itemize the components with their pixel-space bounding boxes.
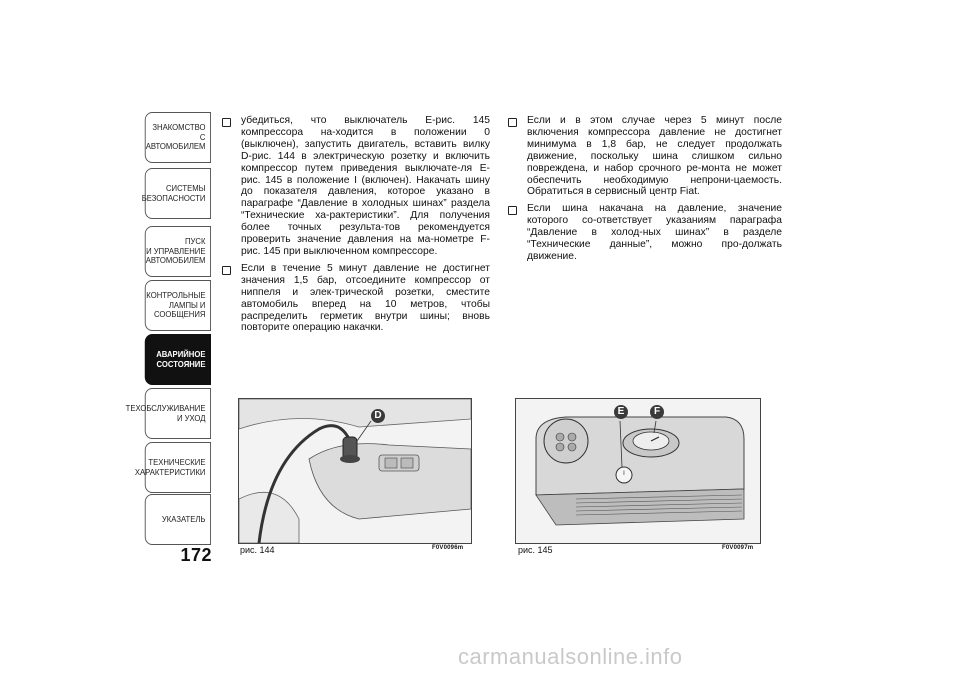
figure-145-code: F0V0097m [722, 545, 754, 551]
watermark: carmanualsonline.info [458, 644, 683, 669]
page-number: 172 [180, 545, 212, 565]
callout-f: F [650, 405, 664, 419]
checkbox-bullet-icon [508, 206, 517, 215]
figure-144-socket-illustration [238, 398, 472, 544]
list-item: убедиться, что выключатель E-рис. 145 компрессора на-ходится в положении 0 (выключен), запустить двигатель, вставить вилку D-рис. 144 в электрическую розетку и включить компрессор путем приведения выключате-ля E-рис. 145 в положение I (включен). Накачать шину до показателя давления, которое указано в параграфе “Давление в холодных шинах” раздела “Технические ха-рактеристики”. Для получения более точных результа-тов рекомендуется проверить значение давления на ма-нометре F-рис. 145 при выключенном компрессоре. [222, 115, 490, 258]
checkbox-bullet-icon [222, 266, 231, 275]
list-item: Если и в этом случае через 5 минут после включения компрессора давление не достигнет минимума в 1,8 бар, не следует продолжать движение, поскольку шина слишком сильно повреждена, и набор срочного ре-монта не может обеспечить необходимую непрони-цаемость. Обратиться в сервисный центр Fiat. [508, 115, 782, 198]
checkbox-bullet-icon [508, 118, 517, 127]
callout-e: E [614, 405, 628, 419]
figure-145-caption: рис. 145 [518, 545, 553, 555]
tab-vehicle-intro[interactable]: ЗНАКОМСТВО С АВТОМОБИЛЕМ [145, 112, 211, 163]
tab-warning-lights[interactable]: КОНТРОЛЬНЫЕ ЛАМПЫ И СООБЩЕНИЯ [145, 280, 211, 331]
list-item: Если шина накачана на давление, значение которого со-ответствует указаниям параграфа “Давление в холод-ных шинах” в разделе “Технические данные”, можно про-должать движение. [508, 203, 782, 263]
switch-mark-i: I [623, 471, 625, 477]
figure-145-compressor-illustration [515, 398, 761, 544]
tab-emergency[interactable]: АВАРИЙНОЕ СОСТОЯНИЕ [145, 334, 211, 385]
compressor-drawing [516, 399, 760, 543]
tab-safety-systems[interactable]: СИСТЕМЫ БЕЗОПАСНОСТИ [145, 168, 211, 219]
list-item: Если в течение 5 минут давление не достигнет значения 1,5 бар, отсоедините компрессор от ниппеля и элек-трической розетки, сместите автомобиль вперед на 10 метров, чтобы распределить герметик внутри шины; вновь повторите операцию накачки. [222, 263, 490, 334]
callout-d: D [371, 409, 385, 423]
tab-index[interactable]: УКАЗАТЕЛЬ [145, 494, 211, 545]
right-text-column [508, 115, 782, 268]
tab-starting-driving[interactable]: ПУСК И УПРАВЛЕНИЕ АВТОМОБИЛЕМ [145, 226, 211, 277]
tab-maintenance[interactable]: ТЕХОБСЛУЖИВАНИЕ И УХОД [145, 388, 211, 439]
socket-plug-drawing [239, 399, 471, 543]
tab-technical-specs[interactable]: ТЕХНИЧЕСКИЕ ХАРАКТЕРИСТИКИ [145, 442, 211, 493]
figure-144-caption: рис. 144 [240, 545, 275, 555]
checkbox-bullet-icon [222, 118, 231, 127]
left-text-column [222, 115, 490, 339]
figure-144-code: F0V0096m [432, 545, 464, 551]
